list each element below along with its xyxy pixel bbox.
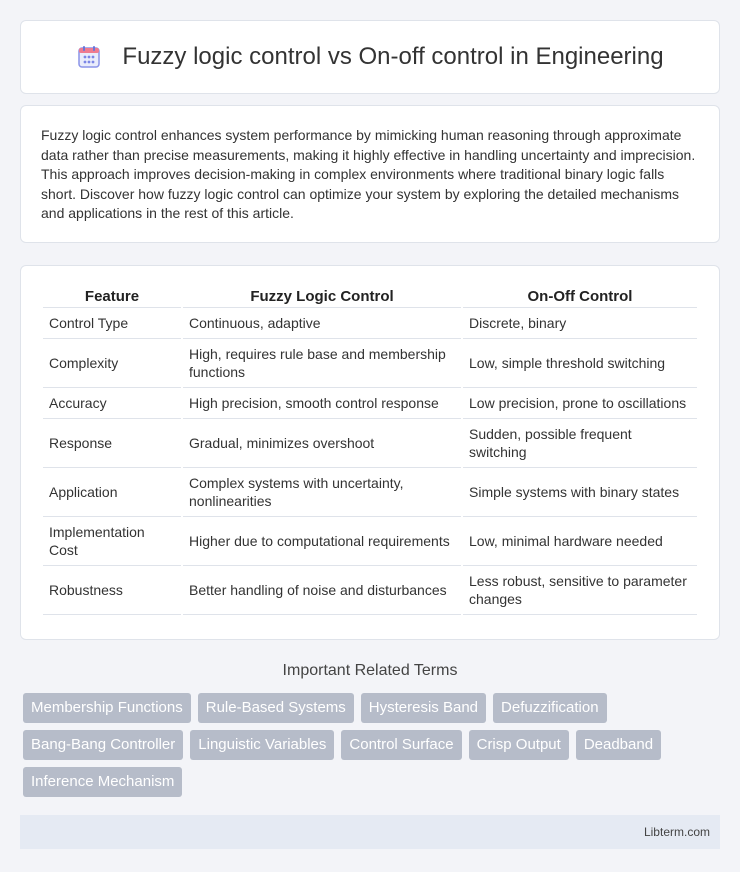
tag-linguistic-variables[interactable]: Linguistic Variables: [190, 730, 334, 760]
footer: [20, 815, 720, 849]
tag-deadband[interactable]: Deadband: [576, 730, 661, 760]
table-cell: Implementation Cost: [43, 517, 181, 566]
comparison-table-card: [20, 265, 720, 640]
table-cell: Continuous, adaptive: [183, 308, 461, 339]
tag-inference-mechanism[interactable]: Inference Mechanism: [23, 767, 182, 797]
tag-hysteresis-band[interactable]: Hysteresis Band: [361, 693, 486, 723]
table-cell: Low, simple threshold switching: [463, 339, 697, 388]
tag-rule-based-systems[interactable]: Rule-Based Systems: [198, 693, 354, 723]
table-cell: Accuracy: [43, 388, 181, 419]
tag-bang-bang-controller[interactable]: Bang-Bang Controller: [23, 730, 183, 760]
tag-defuzzification[interactable]: Defuzzification: [493, 693, 607, 723]
table-row: [43, 419, 697, 468]
table-row: [43, 468, 697, 517]
table-cell: Complexity: [43, 339, 181, 388]
related-terms-tags: [20, 693, 720, 804]
table-cell: High, requires rule base and membership functions: [183, 339, 461, 388]
table-cell: Low, minimal hardware needed: [463, 517, 697, 566]
table-row: [43, 388, 697, 419]
header-fuzzy: Fuzzy Logic Control: [183, 286, 461, 308]
table-cell: Simple systems with binary states: [463, 468, 697, 517]
footer-site-link[interactable]: Libterm.com: [643, 825, 710, 839]
header-onoff: On-Off Control: [463, 286, 697, 308]
table-cell: Sudden, possible frequent switching: [463, 419, 697, 468]
tag-membership-functions[interactable]: Membership Functions: [23, 693, 191, 723]
calendar-icon: [76, 44, 102, 70]
table-cell: Better handling of noise and disturbances: [183, 566, 461, 615]
title-card: [20, 20, 720, 94]
table-cell: Higher due to computational requirements: [183, 517, 461, 566]
comparison-table: [41, 286, 699, 615]
table-row: [43, 566, 697, 615]
table-cell: Gradual, minimizes overshoot: [183, 419, 461, 468]
related-terms-title: Important Related Terms: [282, 662, 458, 679]
table-cell: Discrete, binary: [463, 308, 697, 339]
table-row: [43, 517, 697, 566]
table-cell: Robustness: [43, 566, 181, 615]
page-title: Fuzzy logic control vs On-off control in Engineering: [122, 43, 664, 70]
tag-crisp-output[interactable]: Crisp Output: [469, 730, 569, 760]
table-row: [43, 339, 697, 388]
table-cell: High precision, smooth control response: [183, 388, 461, 419]
header-feature: Feature: [43, 286, 181, 308]
table-cell: Control Type: [43, 308, 181, 339]
table-cell: Complex systems with uncertainty, nonlinearities: [183, 468, 461, 517]
table-row: [43, 308, 697, 339]
related-terms-section: [20, 662, 720, 804]
tag-control-surface[interactable]: Control Surface: [341, 730, 461, 760]
table-cell: Application: [43, 468, 181, 517]
table-cell: Response: [43, 419, 181, 468]
table-header-row: [43, 286, 697, 308]
intro-card: [20, 105, 720, 243]
intro-paragraph: Fuzzy logic control enhances system performance by mimicking human reasoning through approximate data rather than precise measurements, making it highly effective in handling uncertainty and imprecision. This approach improves decision-making in complex environments where traditional binary logic falls short. Discover how fuzzy logic control can optimize your system by exploring the detailed mechanisms and applications in the rest of this article.: [41, 127, 696, 221]
table-cell: Low precision, prone to oscillations: [463, 388, 697, 419]
table-cell: Less robust, sensitive to parameter changes: [463, 566, 697, 615]
